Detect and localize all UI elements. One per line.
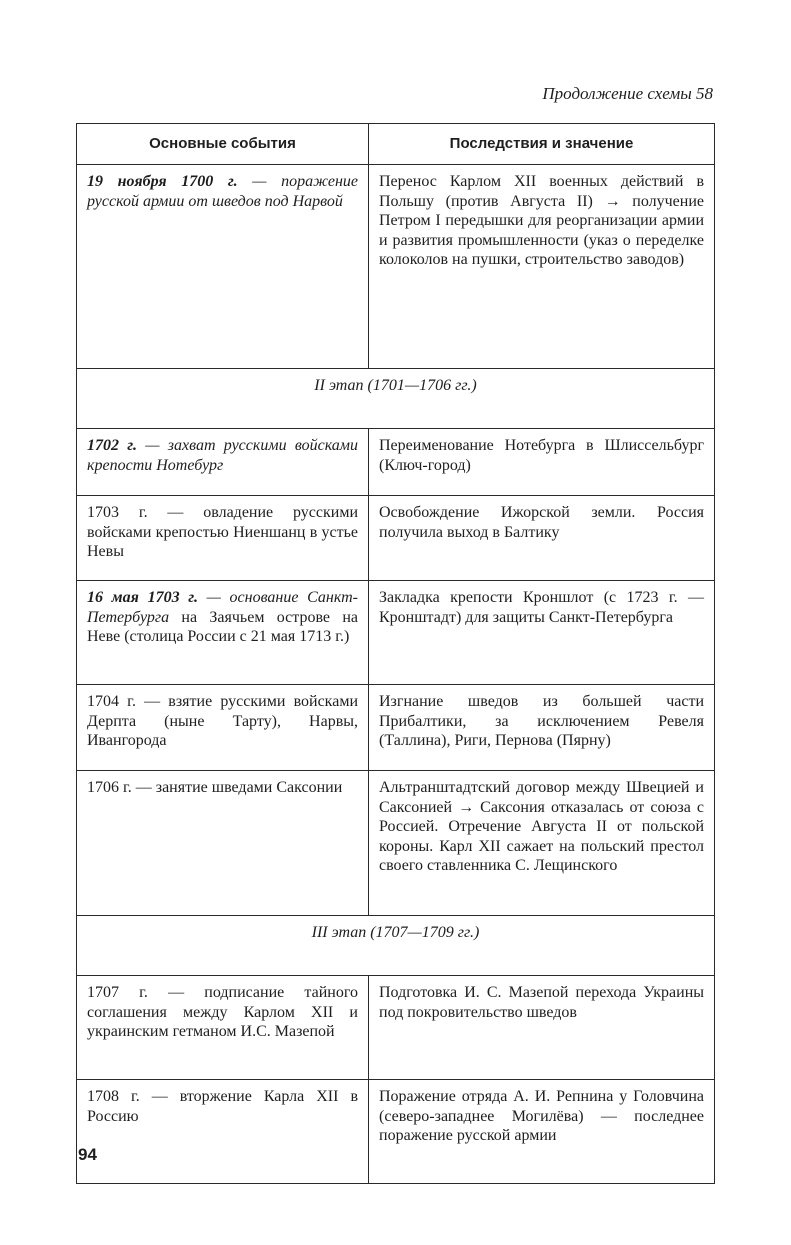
- schema-caption: Продолжение схемы 58: [542, 84, 713, 103]
- table-row: [77, 1080, 715, 1184]
- consequence-cell: Перенос Карлом XII военных действий в Польшу (против Августа II) → получение Петром I передышки для реорганизации армии и развития промышленности (указ о переделке колоколов на пушки, строительство заводов): [369, 165, 715, 369]
- table-row: [77, 429, 715, 496]
- event-cell: [77, 581, 369, 685]
- event-date: 16 мая 1703 г.: [87, 589, 198, 606]
- consequence-cell: Переименование Нотебурга в Шлиссельбург (Ключ-город): [369, 429, 715, 496]
- table-row: [77, 771, 715, 916]
- events-table: [76, 123, 715, 1184]
- event-text-italic: — основание Санкт-Петербурга: [87, 589, 358, 626]
- event-text: — захват русскими войсками крепости Нотебург: [87, 437, 358, 474]
- consequence-cell: Закладка крепости Кроншлот (с 1723 г. — Кронштадт) для защиты Санкт-Петербурга: [369, 581, 715, 685]
- event-cell: 1703 г. — овладение русскими войсками крепостью Ниеншанц в устье Невы: [77, 496, 369, 581]
- consequence-cell: Альтранштадтский договор между Швецией и Саксонией → Саксония отказалась от союза с Россией. Отречение Августа II от польской короны. Карл XII сажает на польский престол своего ставленника С. Лещинского: [369, 771, 715, 916]
- consequence-cell: Освобождение Ижорской земли. Россия получила выход в Балтику: [369, 496, 715, 581]
- header-consequences: Последствия и значение: [369, 124, 715, 165]
- event-cell: [77, 165, 369, 369]
- table-row: [77, 685, 715, 771]
- consequence-cell: Поражение отряда А. И. Репнина у Головчина (северо-западнее Могилёва) — последнее поражение русской армии: [369, 1080, 715, 1184]
- event-date: 1702 г.: [87, 437, 137, 454]
- table-row: [77, 165, 715, 369]
- event-cell: 1707 г. — подписание тайного соглашения между Карлом XII и украинским гетманом И.С. Мазепой: [77, 976, 369, 1080]
- event-cell: 1704 г. — взятие русскими войсками Дерпта (ныне Тарту), Нарвы, Ивангорода: [77, 685, 369, 771]
- event-cell: [77, 429, 369, 496]
- consequence-cell: Подготовка И. С. Мазепой перехода Украины под покровительство шведов: [369, 976, 715, 1080]
- event-date: 19 ноября 1700 г.: [87, 173, 238, 190]
- stage-3-title: III этап (1707—1709 гг.): [77, 916, 715, 976]
- event-cell: 1706 г. — занятие шведами Саксонии: [77, 771, 369, 916]
- stage-2-title: II этап (1701—1706 гг.): [77, 369, 715, 429]
- table-row: [77, 581, 715, 685]
- header-events: Основные события: [77, 124, 369, 165]
- table-header-row: [77, 124, 715, 165]
- stage-row: [77, 369, 715, 429]
- stage-row: [77, 916, 715, 976]
- table-row: [77, 496, 715, 581]
- event-text: — поражение русской армии от шведов под Нарвой: [87, 173, 358, 210]
- table-row: [77, 976, 715, 1080]
- event-text: на Заячьем острове на Неве (столица России с 21 мая 1713 г.): [87, 608, 358, 645]
- consequence-cell: Изгнание шведов из большей части Прибалтики, за исключением Ревеля (Таллина), Риги, Пернова (Пярну): [369, 685, 715, 771]
- page-number: 94: [78, 1145, 97, 1164]
- event-cell: 1708 г. — вторжение Карла XII в Россию: [77, 1080, 369, 1184]
